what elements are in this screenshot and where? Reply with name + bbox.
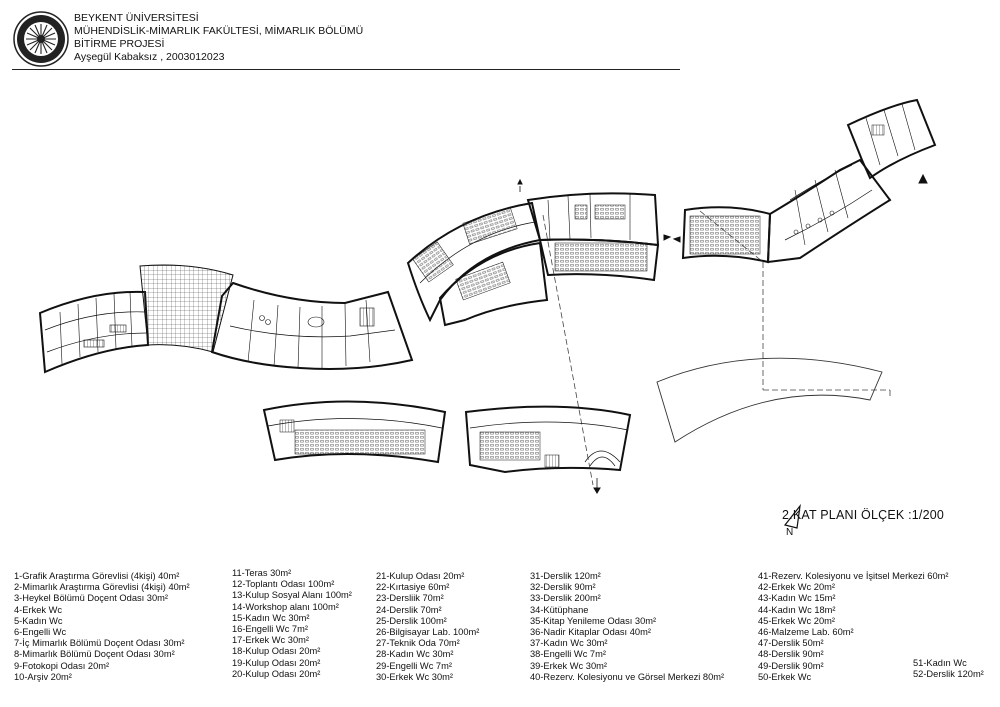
legend-item: 7-İç Mimarlık Bölümü Doçent Odası 30m² [14, 638, 185, 649]
legend-item: 36-Nadir Kitaplar Odası 40m² [530, 627, 651, 638]
legend-item: 31-Derslik 120m² [530, 571, 601, 581]
north-label: N [786, 527, 794, 538]
legend-item: 52-Derslik 120m² [913, 669, 984, 680]
legend-item: 46-Malzeme Lab. 60m² [758, 627, 854, 638]
legend-item: 23-Dersliik 70m² [376, 593, 444, 604]
legend-item: 5-Kadın Wc [14, 615, 63, 626]
legend-item: 1-Grafik Araştırma Görevlisi (4kişi) 40m² [14, 571, 180, 581]
legend-item: 22-Kırtasiye 60m² [376, 582, 450, 593]
legend-item: 33-Derslik 200m² [530, 593, 601, 604]
legend-item: 12-Toplantı Odası 100m² [232, 579, 335, 590]
legend-item: 34-Kütüphane [530, 604, 589, 615]
legend-item: 19-Kulup Odası 20m² [232, 657, 321, 668]
legend-item: 38-Engelli Wc 7m² [530, 649, 606, 660]
author-name: Ayşegül Kabaksız , 2003012023 [74, 51, 225, 63]
legend-item: 4-Erkek Wc [14, 604, 63, 615]
project-title: BİTİRME PROJESİ [74, 38, 165, 50]
central-west-block [212, 283, 412, 369]
legend-item: 18-Kulup Odası 20m² [232, 646, 321, 657]
legend-item: 39-Erkek Wc 30m² [530, 660, 607, 671]
east-wing-columns [794, 211, 834, 234]
legend-item: 27-Teknik Oda 70m² [376, 638, 460, 649]
legend-item: 16-Engelli Wc 7m² [232, 624, 308, 635]
legend-item: 51-Kadın Wc [913, 658, 967, 668]
legend-item: 28-Kadın Wc 30m² [376, 649, 454, 660]
legend-item: 11-Teras 30m² [232, 568, 292, 578]
legend-item: 26-Bilgisayar Lab. 100m² [376, 627, 480, 638]
faculty-name: MÜHENDİSLİK-MİMARLIK FAKÜLTESİ, MİMARLIK BÖLÜMÜ [74, 25, 364, 37]
legend-item: 15-Kadın Wc 30m² [232, 612, 310, 623]
legend-item: 20-Kulup Odası 20m² [232, 668, 321, 679]
legend-item: 29-Engelli Wc 7m² [376, 660, 452, 671]
legend-item: 45-Erkek Wc 20m² [758, 615, 835, 626]
university-name: BEYKENT ÜNİVERSİTESİ [74, 12, 199, 24]
arc-terrace [657, 358, 882, 442]
legend-item: 50-Erkek Wc [758, 671, 812, 682]
legend-item: 35-Kitap Yenileme Odası 30m² [530, 615, 657, 626]
legend-column-6 [913, 658, 984, 680]
legend-item: 44-Kadın Wc 18m² [758, 604, 836, 615]
legend-item: 3-Heykel Bölümü Doçent Odası 30m² [14, 593, 168, 604]
legend-item: 37-Kadın Wc 30m² [530, 638, 608, 649]
legend-item: 40-Rezerv. Kolesiyonu ve Görsel Merkezi 80m² [530, 671, 725, 682]
legend-item: 8-Mimarlık Bölümü Doçent Odası 30m² [14, 649, 175, 660]
legend-item: 13-Kulup Sosyal Alanı 100m² [232, 590, 352, 601]
legend-item: 48-Derslik 90m² [758, 649, 824, 660]
south-central-block [466, 407, 630, 493]
south-west-block [264, 401, 445, 462]
legend-item: 47-Derslik 50m² [758, 638, 824, 649]
north-central-wing [408, 203, 547, 325]
legend-item: 42-Erkek Wc 20m² [758, 582, 835, 593]
west-wing [40, 292, 148, 372]
legend-item: 21-Kulup Odası 20m² [376, 571, 465, 581]
library-block [518, 180, 670, 280]
east-wing [674, 100, 935, 262]
legend-item: 9-Fotokopi Odası 20m² [14, 660, 110, 671]
legend-column-3 [376, 571, 479, 683]
legend-item: 24-Derslik 70m² [376, 604, 442, 615]
legend-item: 2-Mimarlık Araştırma Görevlisi (4kişi) 40m² [14, 582, 190, 593]
legend-column-4 [530, 571, 724, 683]
legend-column-1 [14, 571, 190, 683]
legend-item: 6-Engelli Wc [14, 627, 67, 638]
legend-item: 32-Derslik 90m² [530, 582, 596, 593]
legend-item: 14-Workshop alanı 100m² [232, 601, 339, 612]
legend-column-2 [232, 568, 352, 680]
plan-title-scale: 2.KAT PLANI ÖLÇEK :1/200 [782, 508, 945, 522]
legend-item: 10-Arşiv 20m² [14, 671, 72, 682]
legend-item: 30-Erkek Wc 30m² [376, 671, 453, 682]
legend-item: 41-Rezerv. Kolesiyonu ve İşitsel Merkezi 60m² [758, 571, 949, 581]
legend-item: 43-Kadın Wc 15m² [758, 593, 836, 604]
legend-item: 17-Erkek Wc 30m² [232, 635, 309, 646]
legend-item: 25-Derslik 100m² [376, 615, 447, 626]
legend-item: 49-Derslik 90m² [758, 660, 824, 671]
